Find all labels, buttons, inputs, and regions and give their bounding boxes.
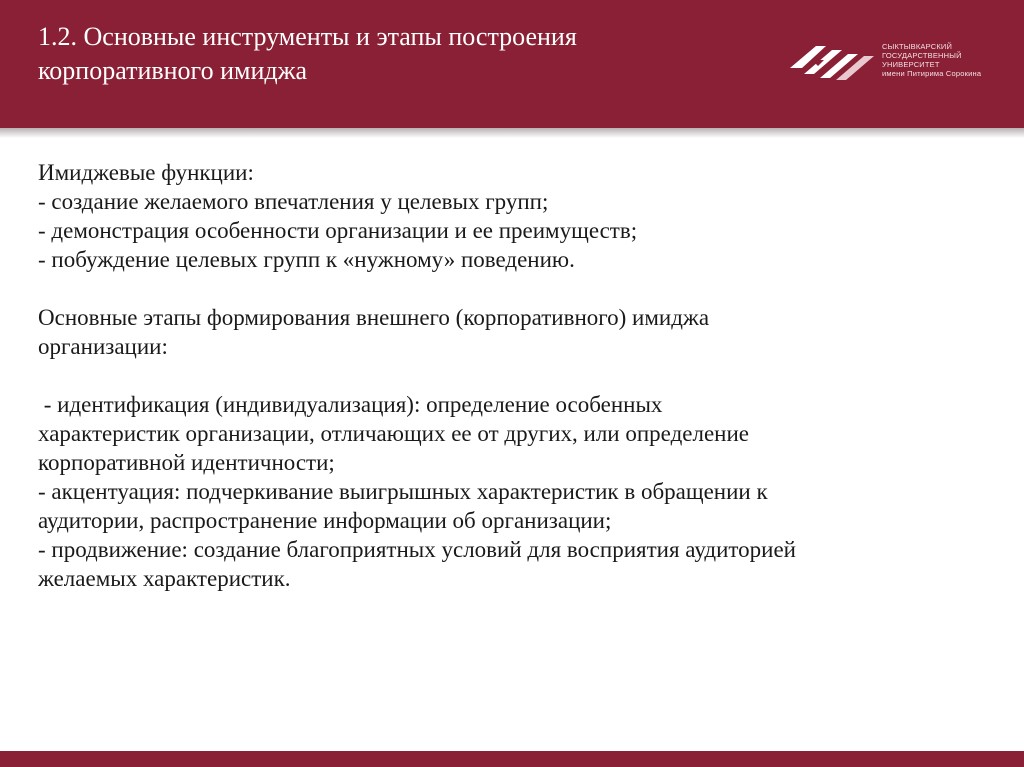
header-bar: [0, 0, 1024, 128]
logo-text-line: СЫКТЫВКАРСКИЙ: [882, 42, 953, 51]
function-item: - создание желаемого впечатления у целевых групп;: [38, 189, 549, 214]
slide-title: [38, 20, 758, 88]
logo-text-line: УНИВЕРСИТЕТ: [882, 60, 940, 69]
slide-title-line: корпоративного имиджа: [38, 56, 308, 85]
function-item: - побуждение целевых групп к «нужному» поведению.: [38, 247, 575, 272]
function-item: - демонстрация особенности организации и ее преимуществ;: [38, 218, 638, 243]
stages-heading: организации:: [38, 334, 168, 359]
logo-text-line: имени Питирима Сорокина: [882, 69, 982, 78]
header-shadow: [0, 128, 1024, 138]
spacer: [38, 274, 998, 303]
stage-item: - продвижение: создание благоприятных условий для восприятия аудиторией: [38, 537, 796, 562]
stage-item: аудитории, распространение информации об организации;: [38, 508, 612, 533]
slide-title-line: 1.2. Основные инструменты и этапы построения: [38, 22, 577, 51]
spacer: [38, 361, 998, 390]
stages-heading: Основные этапы формирования внешнего (корпоративного) имиджа: [38, 305, 710, 330]
stage-item: характеристик организации, отличающих ее от других, или определение: [38, 421, 750, 446]
stage-item: - идентификация (индивидуализация): определение особенных: [38, 392, 663, 417]
logo-text-line: ГОСУДАРСТВЕННЫЙ: [882, 51, 962, 60]
functions-heading: Имиджевые функции:: [38, 160, 254, 185]
stage-item: желаемых характеристик.: [38, 566, 291, 591]
slide-body: [38, 158, 998, 593]
university-logo: [790, 40, 1010, 100]
university-logo-icon: [790, 40, 876, 84]
stage-item: корпоративной идентичности;: [38, 450, 335, 475]
university-logo-text: [882, 42, 981, 78]
footer-bar: [0, 751, 1024, 767]
stage-item: - акцентуация: подчеркивание выигрышных характеристик в обращении к: [38, 479, 768, 504]
